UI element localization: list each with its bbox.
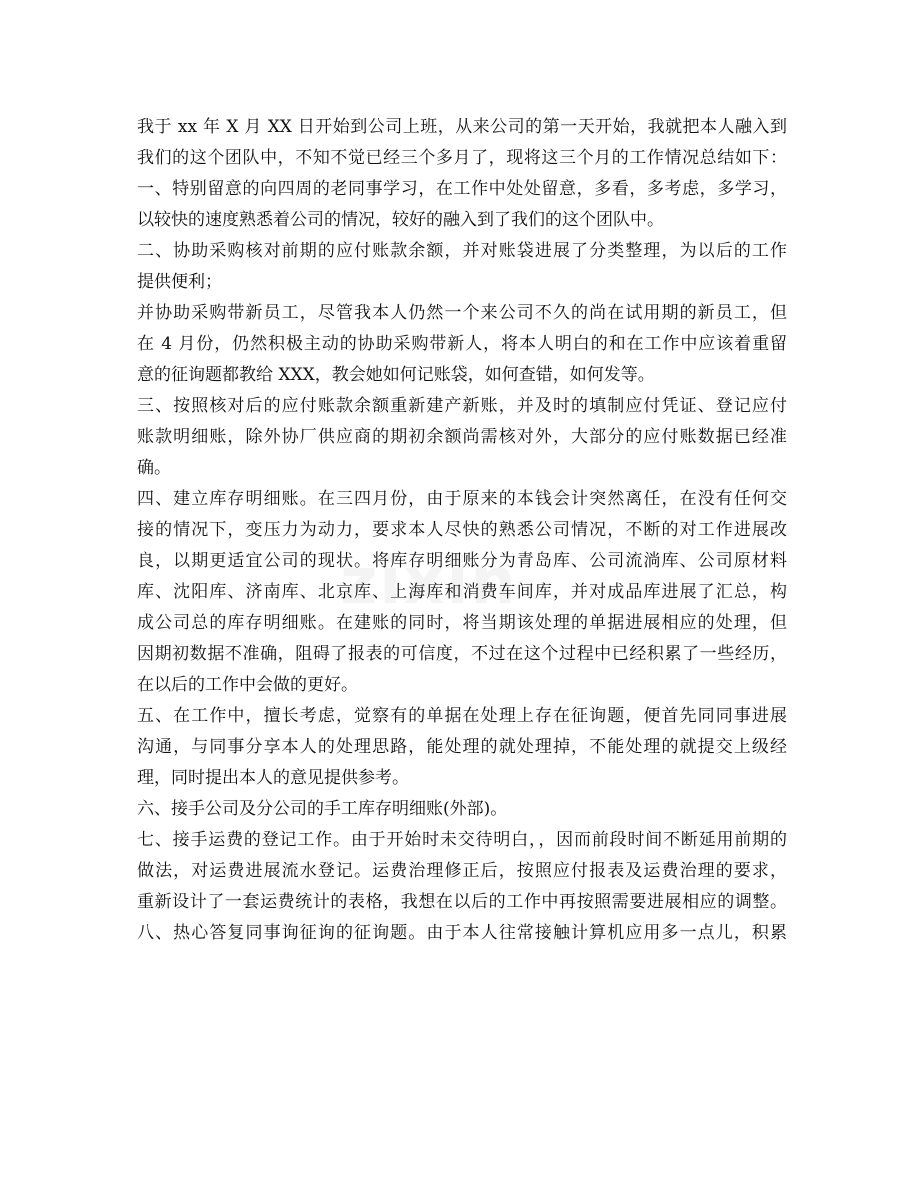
- text-line: 六、接手公司及分公司的手工库存明细账(外部)。: [137, 799, 508, 819]
- text-line: 在以后的工作中会做的更好。: [137, 675, 358, 695]
- text-line: 八、热心答复同事询征询的征询题。由于本人往常接触计算机应用多一点儿，积累: [137, 923, 787, 943]
- text-line: 提供便利；: [137, 272, 222, 292]
- text-line: 沟通，与同事分享本人的处理思路，能处理的就处理掉，不能处理的就提交上级经: [137, 737, 787, 757]
- text-line: 做法，对运费进展流水登记。运费治理修正后，按照应付报表及运费治理的要求，: [137, 861, 787, 881]
- text-line: 一、特别留意的向四周的老同事学习，在工作中处处留意，多看，多考虑，多学习，: [137, 179, 787, 199]
- text-line: 接的情况下，变压力为动力，要求本人尽快的熟悉公司情况，不断的对工作进展改: [137, 520, 787, 540]
- text-line: 意的征询题都教给 XXX，教会她如何记账袋，如何查错，如何发等。: [137, 365, 655, 385]
- text-line: 账款明细账，除外协厂供应商的期初余额尚需核对外，大部分的应付账数据已经准: [137, 427, 787, 447]
- text-line: 五、在工作中，擅长考虑，觉察有的单据在处理上存在征询题，便首先同同事进展: [137, 706, 787, 726]
- text-line: 七、接手运费的登记工作。由于开始时未交待明白，，因而前段时间不断延用前期的: [137, 830, 787, 850]
- text-line: 成公司总的库存明细账。在建账的同时，将当期该处理的单据进展相应的处理，但: [137, 613, 787, 633]
- text-line: 在 4 月份，仍然积极主动的协助采购带新人，将本人明白的和在工作中应该着重留: [137, 334, 787, 354]
- text-line: 四、建立库存明细账。在三四月份，由于原来的本钱会计突然离任，在没有任何交: [137, 489, 787, 509]
- text-line: 重新设计了一套运费统计的表格，我想在以后的工作中再按照需要进展相应的调整。: [137, 892, 787, 912]
- text-line: 理，同时提出本人的意见提供参考。: [137, 768, 409, 788]
- text-line: 良，以期更适宜公司的现状。将库存明细账分为青岛库、公司流淌库、公司原材料: [137, 551, 787, 571]
- text-line: 我们的这个团队中，不知不觉已经三个多月了，现将这三个月的工作情况总结如下：: [137, 148, 787, 168]
- text-line: 因期初数据不准确，阻碍了报表的可信度，不过在这个过程中已经积累了一些经历，: [137, 644, 787, 664]
- text-line: 三、按照核对后的应付账款余额重新建产新账，并及时的填制应付凭证、登记应付: [137, 396, 787, 416]
- text-line: 我于 xx 年 X 月 XX 日开始到公司上班，从来公司的第一天开始，我就把本人融入到: [137, 117, 787, 137]
- text-line: 二、协助采购核对前期的应付账款余额，并对账袋进展了分类整理，为以后的工作: [137, 241, 787, 261]
- document-body: [137, 112, 787, 949]
- text-line: 库、沈阳库、济南库、北京库、上海库和消费车间库，并对成品库进展了汇总，构: [137, 582, 787, 602]
- text-line: 以较快的速度熟悉着公司的情况，较好的融入到了我们的这个团队中。: [137, 210, 664, 230]
- text-line: 并协助采购带新员工，尽管我本人仍然一个来公司不久的尚在试用期的新员工，但: [137, 303, 787, 323]
- text-line: 确。: [137, 458, 171, 478]
